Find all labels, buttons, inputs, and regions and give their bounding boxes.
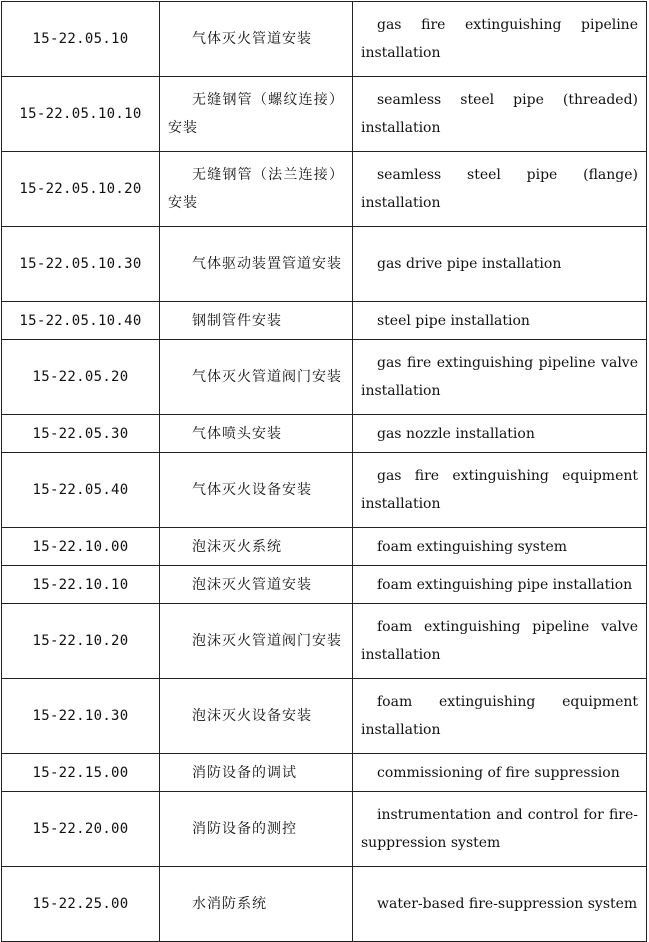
table-row (2, 679, 647, 754)
term-english: gas nozzle installation (353, 415, 647, 453)
term-chinese: 水消防系统 (160, 867, 353, 942)
term-english: gas drive pipe installation (353, 227, 647, 302)
term-chinese: 气体灭火管道阀门安装 (160, 340, 353, 415)
term-chinese: 泡沫灭火管道安装 (160, 566, 353, 604)
term-chinese: 泡沫灭火设备安装 (160, 679, 353, 754)
term-english: gas fire extinguishing pipeline installation (353, 2, 647, 77)
table-row (2, 227, 647, 302)
term-code: 15-22.05.10.10 (2, 77, 160, 152)
term-english: water-based fire-suppression system (353, 867, 647, 942)
table-row (2, 152, 647, 227)
table-row (2, 340, 647, 415)
term-english: foam extinguishing equipment installation (353, 679, 647, 754)
table-row (2, 566, 647, 604)
table-row (2, 453, 647, 528)
term-code: 15-22.10.30 (2, 679, 160, 754)
term-code: 15-22.10.10 (2, 566, 160, 604)
term-chinese: 泡沫灭火系统 (160, 528, 353, 566)
table-row (2, 528, 647, 566)
term-code: 15-22.05.40 (2, 453, 160, 528)
term-code: 15-22.10.00 (2, 528, 160, 566)
term-english: foam extinguishing system (353, 528, 647, 566)
term-english: gas fire extinguishing pipeline valve installation (353, 340, 647, 415)
term-code: 15-22.05.10.40 (2, 302, 160, 340)
term-english: foam extinguishing pipeline valve installation (353, 604, 647, 679)
term-code: 15-22.10.20 (2, 604, 160, 679)
terminology-table (1, 1, 647, 942)
term-english: foam extinguishing pipe installation (353, 566, 647, 604)
term-chinese: 气体灭火设备安装 (160, 453, 353, 528)
term-code: 15-22.05.10 (2, 2, 160, 77)
term-chinese: 消防设备的测控 (160, 792, 353, 867)
table-row (2, 302, 647, 340)
table-row (2, 754, 647, 792)
term-code: 15-22.15.00 (2, 754, 160, 792)
term-chinese: 钢制管件安装 (160, 302, 353, 340)
term-english: seamless steel pipe (threaded) installation (353, 77, 647, 152)
term-code: 15-22.05.10.20 (2, 152, 160, 227)
table-row (2, 2, 647, 77)
term-chinese: 气体灭火管道安装 (160, 2, 353, 77)
term-code: 15-22.05.10.30 (2, 227, 160, 302)
table-row (2, 415, 647, 453)
term-code: 15-22.05.20 (2, 340, 160, 415)
table-row (2, 604, 647, 679)
term-code: 15-22.25.00 (2, 867, 160, 942)
term-code: 15-22.05.30 (2, 415, 160, 453)
term-chinese: 气体驱动装置管道安装 (160, 227, 353, 302)
table-row (2, 792, 647, 867)
term-chinese: 气体喷头安装 (160, 415, 353, 453)
term-code: 15-22.20.00 (2, 792, 160, 867)
term-english: gas fire extinguishing equipment installation (353, 453, 647, 528)
term-english: steel pipe installation (353, 302, 647, 340)
term-english: instrumentation and control for fire-suppression system (353, 792, 647, 867)
term-chinese: 无缝钢管（法兰连接）安装 (160, 152, 353, 227)
term-english: seamless steel pipe (flange) installation (353, 152, 647, 227)
term-chinese: 无缝钢管（螺纹连接）安装 (160, 77, 353, 152)
term-english: commissioning of fire suppression (353, 754, 647, 792)
term-chinese: 消防设备的调试 (160, 754, 353, 792)
table-row (2, 77, 647, 152)
table-row (2, 867, 647, 942)
term-chinese: 泡沫灭火管道阀门安装 (160, 604, 353, 679)
